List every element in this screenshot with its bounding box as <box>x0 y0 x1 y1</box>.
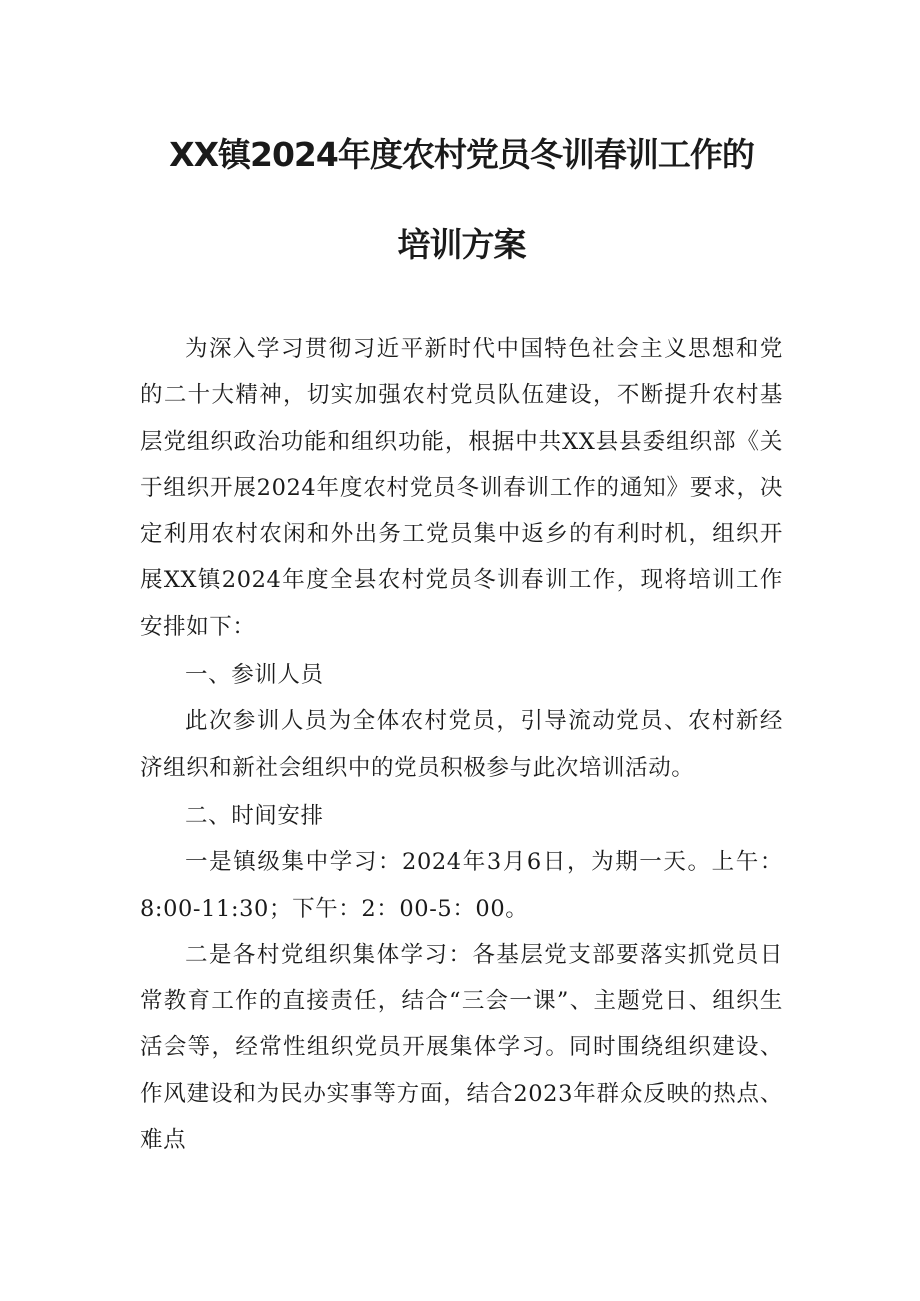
title-line-2: 培训方案 <box>397 225 526 264</box>
schedule-paragraph-town: 一是镇级集中学习：2024年3月6日，为期一天。上午：8:00-11:30；下午：2：00-5：00。 <box>140 849 783 922</box>
title-line-1: XX镇2024年度农村党员冬训春训工作的 <box>169 135 754 174</box>
document-body <box>140 326 783 1163</box>
schedule-paragraph-village: 二是各村党组织集体学习：各基层党支部要落实抓党员日常教育工作的直接责任，结合“三会一课”、主题党日、组织生活会等，经常性组织党员开展集体学习。同时围绕组织建设、作风建设和为民办实事等方面，结合2023年群众反映的热点、难点 <box>140 941 783 1154</box>
section-heading-participants: 一、参训人员 <box>185 662 324 689</box>
section-heading-schedule: 二、时间安排 <box>185 802 324 829</box>
intro-paragraph: 为深入学习贯彻习近平新时代中国特色社会主义思想和党的二十大精神，切实加强农村党员队伍建设，不断提升农村基层党组织政治功能和组织功能，根据中共XX县县委组织部《关于组织开展2024年度农村党员冬训春训工作的通知》要求，决定利用农村农闲和外出务工党员集中返乡的有利时机，组织开展XX镇2024年度全县农村党员冬训春训工作，现将培训工作安排如下： <box>140 336 783 640</box>
participants-paragraph: 此次参训人员为全体农村党员，引导流动党员、农村新经济组织和新社会组织中的党员积极参与此次培训活动。 <box>140 708 783 781</box>
document-title <box>140 132 783 268</box>
